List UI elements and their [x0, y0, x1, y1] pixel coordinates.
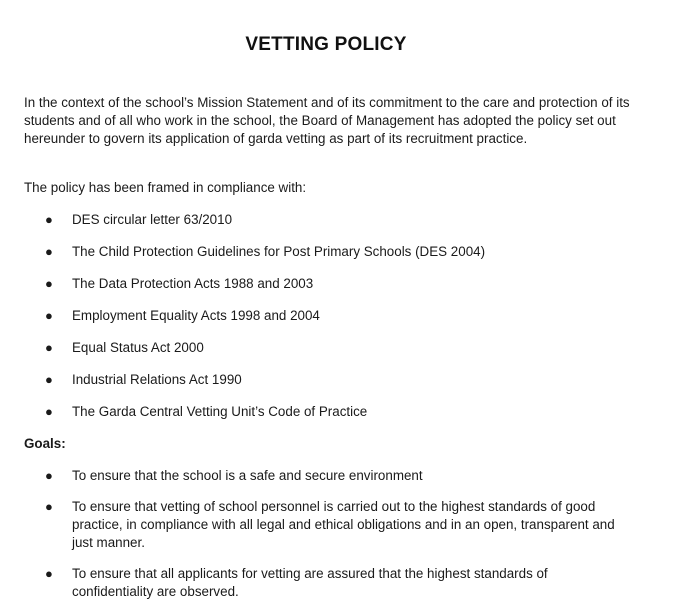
list-item [0, 243, 692, 261]
list-item [0, 339, 692, 357]
list-item [0, 307, 692, 325]
list-item-text: Industrial Relations Act 1990 [72, 372, 242, 387]
list-item-text: To ensure that all applicants for vetting are assured that the highest standards of confidentiality are observed. [72, 566, 548, 599]
list-item-text: The Garda Central Vetting Unit’s Code of Practice [72, 404, 368, 419]
bullet-icon: ● [45, 212, 53, 227]
bullet-icon: ● [45, 499, 53, 514]
list-item-text: To ensure that vetting of school personnel is carried out to the highest standards of good practice, in compliance with all legal and ethical obligations and in an open, transparent and just manner. [72, 499, 615, 550]
list-item-text: The Data Protection Acts 1988 and 2003 [72, 276, 314, 291]
goals-list [0, 467, 692, 614]
list-item [0, 371, 692, 389]
list-item-text: To ensure that the school is a safe and secure environment [72, 468, 423, 483]
bullet-icon: ● [45, 340, 53, 355]
page-title: VETTING POLICY [245, 34, 407, 55]
list-item [0, 467, 692, 485]
intro-paragraph: In the context of the school’s Mission Statement and of its commitment to the care and protection of its students and of all who work in the school, the Board of Management has adopted the policy set out hereunder to govern its application of garda vetting as part of its recruitment practice. [24, 95, 630, 146]
list-item [0, 275, 692, 293]
bullet-icon: ● [45, 404, 53, 419]
list-item [0, 403, 692, 421]
bullet-icon: ● [45, 276, 53, 291]
list-item [0, 211, 692, 229]
compliance-list [0, 211, 692, 435]
bullet-icon: ● [45, 244, 53, 259]
list-item-text: Employment Equality Acts 1998 and 2004 [72, 308, 320, 323]
list-item [0, 498, 692, 552]
goals-heading: Goals: [24, 436, 66, 451]
compliance-intro: The policy has been framed in compliance with: [24, 180, 307, 195]
bullet-icon: ● [45, 308, 53, 323]
list-item [0, 565, 692, 601]
list-item-text: Equal Status Act 2000 [72, 340, 204, 355]
bullet-icon: ● [45, 566, 53, 581]
list-item-text: The Child Protection Guidelines for Post Primary Schools (DES 2004) [72, 244, 486, 259]
bullet-icon: ● [45, 372, 53, 387]
list-item-text: DES circular letter 63/2010 [72, 212, 233, 227]
bullet-icon: ● [45, 468, 53, 483]
